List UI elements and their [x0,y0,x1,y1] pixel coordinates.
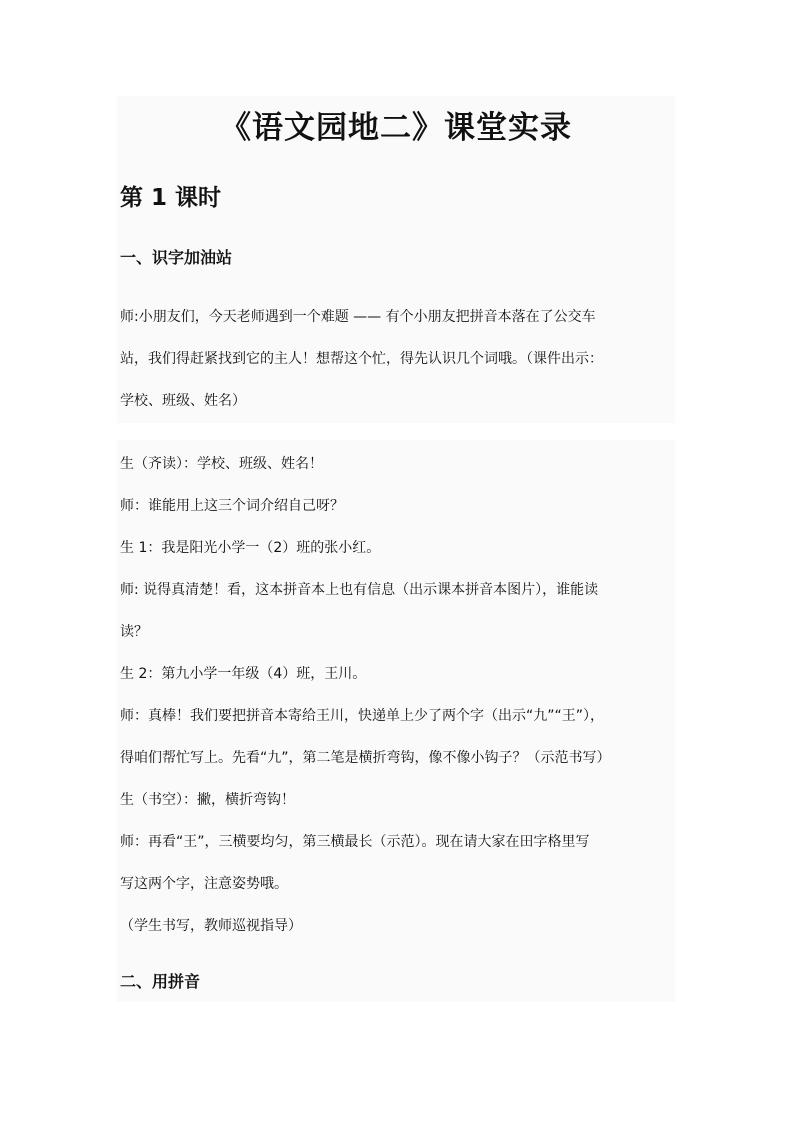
dialog-line: 生（齐读）：学校、班级、姓名！ [120,456,323,472]
dialog-line: 写这两个字，注意姿势哦。 [120,876,288,892]
dialog-paragraph [120,443,676,947]
dialog-line: 师：再看“王”，三横要均匀，第三横最长（示范）。现在请大家在田字格里写 [120,834,590,850]
dialog-line: 生 2：第九小学一年级（4）班，王川。 [120,666,367,682]
section-heading-1: 一、识字加油站 [120,248,233,267]
lesson-heading: 第 1 课时 [120,185,222,211]
dialog-line: 师: 说得真清楚！看，这本拼音本上也有信息（出示课本拼音本图片），谁能读 [120,582,599,598]
section-heading-2: 二、用拼音 [120,972,201,991]
dialog-line: 读？ [120,624,148,640]
intro-paragraph [120,296,676,422]
dialog-line: （学生书写，教师巡视指导） [120,918,302,934]
dialog-line: 生（书空）：撇，横折弯钩！ [120,792,295,808]
dialog-line: 生 1：我是阳光小学一（2）班的张小红。 [120,540,381,556]
intro-line: 学校、班级、姓名） [120,393,246,409]
intro-line: 站，我们得赶紧找到它的主人！想帮这个忙，得先认识几个词哦。（课件出示： [120,351,603,367]
dialog-line: 师：真棒！我们要把拼音本寄给王川，快递单上少了两个字（出示“九”“王”）， [120,708,605,724]
dialog-line: 得咱们帮忙写上。先看“九”，第二笔是横折弯钩，像不像小钩子？（示范书写） [120,750,611,766]
intro-line: 师:小朋友们，今天老师遇到一个难题 —— 有个小朋友把拼音本落在了公交车 [120,309,596,325]
document-title: 《语文园地二》课堂实录 [220,110,572,146]
dialog-line: 师：谁能用上这三个词介绍自己呀？ [120,498,344,514]
